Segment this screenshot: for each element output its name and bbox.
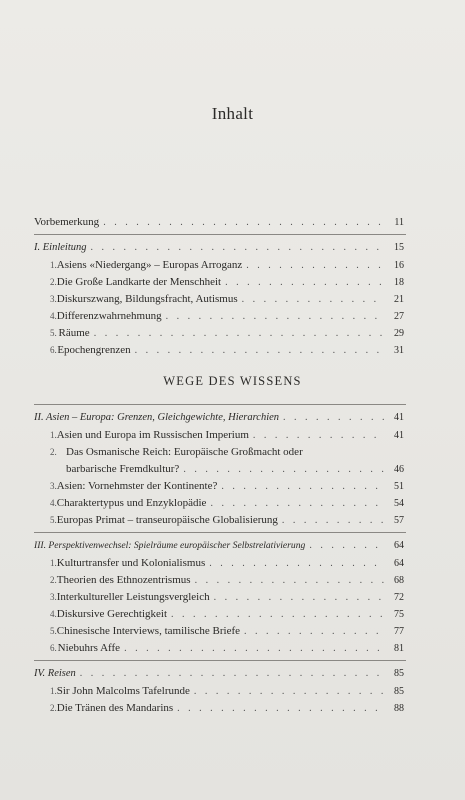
dot-leader bbox=[195, 573, 384, 589]
toc-entry-label: Interkultureller Leistungsvergleich bbox=[56, 591, 210, 603]
toc-page-number: 21 bbox=[394, 294, 404, 305]
dot-leader bbox=[309, 538, 384, 554]
entry-number: 5. bbox=[50, 626, 57, 636]
toc-chapter-4 bbox=[34, 666, 404, 682]
toc-page-number: 81 bbox=[394, 643, 404, 654]
toc-entry-label: Asien und Europa im Russischen Imperium bbox=[56, 429, 249, 441]
dot-leader bbox=[94, 326, 384, 342]
entry-number: 5. bbox=[50, 328, 57, 338]
toc-entry-vorbemerkung bbox=[34, 214, 404, 230]
dot-leader bbox=[246, 258, 384, 274]
toc-page-number: 15 bbox=[394, 242, 404, 253]
entry-number: 4. bbox=[50, 498, 57, 508]
toc-chapter-3 bbox=[34, 538, 404, 554]
toc-entry-label: Charaktertypus und Enzyklopädie bbox=[56, 497, 207, 509]
toc-entry bbox=[50, 257, 404, 273]
chapter-divider bbox=[34, 404, 406, 405]
entry-number: 5. bbox=[50, 515, 57, 525]
chapter-divider bbox=[34, 234, 406, 235]
dot-leader bbox=[242, 292, 384, 308]
entry-number: 3. bbox=[50, 481, 57, 491]
entry-number: 2. bbox=[50, 703, 57, 713]
chapter-title: II. Asien – Europa: Grenzen, Gleichgewichte, Hierarchien bbox=[34, 412, 280, 423]
toc-entry bbox=[50, 700, 404, 716]
toc-entry-label: Europas Primat – transeuropäische Globalisierung bbox=[56, 514, 278, 526]
entry-number: 2. bbox=[50, 277, 57, 287]
dot-leader bbox=[171, 607, 384, 623]
toc-page-number: 64 bbox=[394, 558, 404, 569]
dot-leader bbox=[209, 556, 384, 572]
toc-page-number: 68 bbox=[394, 575, 404, 586]
toc-page-number: 85 bbox=[394, 668, 404, 679]
toc-entry-label: Differenzwahrnehmung bbox=[56, 310, 162, 322]
toc-page-number: 31 bbox=[394, 345, 404, 356]
dot-leader bbox=[253, 428, 384, 444]
dot-leader bbox=[221, 479, 384, 495]
toc-entry bbox=[50, 512, 404, 528]
toc-entry-label: Vorbemerkung bbox=[34, 216, 100, 228]
toc-page-number: 51 bbox=[394, 481, 404, 492]
entry-number: 2. bbox=[50, 575, 57, 585]
toc-chapter-2 bbox=[34, 410, 404, 426]
dot-leader bbox=[183, 462, 384, 478]
entry-number: 4. bbox=[50, 609, 57, 619]
toc-page-number: 29 bbox=[394, 328, 404, 339]
toc-entry bbox=[50, 589, 404, 605]
toc-page-number: 64 bbox=[394, 540, 404, 551]
toc-entry bbox=[50, 495, 404, 511]
toc-page-number: 85 bbox=[394, 686, 404, 697]
toc-entry-label: Das Osmanische Reich: Europäische Großmacht oder bbox=[66, 446, 303, 458]
dot-leader bbox=[166, 309, 384, 325]
toc-entry-label: Kulturtransfer und Kolonialismus bbox=[56, 557, 206, 569]
toc-entry-label: Niebuhrs Affe bbox=[57, 642, 121, 654]
toc-entry bbox=[50, 444, 404, 460]
toc-entry-label: Die Tränen des Mandarins bbox=[56, 702, 174, 714]
toc-page-number: 54 bbox=[394, 498, 404, 509]
toc-entry bbox=[50, 342, 404, 358]
toc-entry-label: Asien: Vornehmster der Kontinente? bbox=[56, 480, 218, 492]
toc-entry bbox=[50, 683, 404, 699]
entry-number: 1. bbox=[50, 686, 57, 696]
toc-entry-label: Asiens «Niedergang» – Europas Arroganz bbox=[56, 259, 243, 271]
page-title: Inhalt bbox=[211, 104, 254, 123]
toc-entry bbox=[50, 291, 404, 307]
toc-page-number: 18 bbox=[394, 277, 404, 288]
toc-entry-label: Sir John Malcolms Tafelrunde bbox=[56, 685, 190, 697]
toc-entry bbox=[50, 623, 404, 639]
toc-page-number: 11 bbox=[394, 217, 404, 228]
entry-number: 4. bbox=[50, 311, 57, 321]
dot-leader bbox=[225, 275, 384, 291]
dot-leader bbox=[282, 513, 384, 529]
entry-number: 1. bbox=[50, 558, 57, 568]
toc-entry-label: Epochengrenzen bbox=[57, 344, 131, 356]
toc-page-number: 41 bbox=[394, 430, 404, 441]
toc-page-number: 27 bbox=[394, 311, 404, 322]
toc-entry bbox=[50, 640, 404, 656]
toc-page-number: 88 bbox=[394, 703, 404, 714]
dot-leader bbox=[91, 240, 385, 256]
toc-entry bbox=[50, 308, 404, 324]
chapter-title: III. Perspektivenwechsel: Spielräume europäischer Selbstrelativierung bbox=[34, 540, 306, 551]
toc-chapter-1 bbox=[34, 240, 404, 256]
toc-page-number: 77 bbox=[394, 626, 404, 637]
dot-leader bbox=[283, 410, 384, 426]
toc-entry-label: barbarische Fremdkultur? bbox=[66, 463, 180, 475]
toc-entry bbox=[50, 325, 404, 341]
entry-number: 1. bbox=[50, 430, 57, 440]
dot-leader bbox=[124, 641, 384, 657]
toc-entry bbox=[50, 427, 404, 443]
section-heading: WEGE DES WISSENS bbox=[163, 374, 302, 388]
toc-entry bbox=[50, 606, 404, 622]
entry-number: 6. bbox=[50, 643, 57, 653]
dot-leader bbox=[244, 624, 384, 640]
toc-entry-label: Diskurszwang, Bildungsfracht, Autismus bbox=[56, 293, 238, 305]
entry-number: 3. bbox=[50, 294, 57, 304]
dot-leader bbox=[135, 343, 384, 359]
dot-leader bbox=[210, 496, 384, 512]
entry-number: 2. bbox=[50, 447, 57, 457]
toc-entry bbox=[50, 555, 404, 571]
dot-leader bbox=[194, 684, 384, 700]
dot-leader bbox=[103, 215, 384, 231]
toc-page-number: 41 bbox=[394, 412, 404, 423]
toc-entry bbox=[50, 478, 404, 494]
toc-entry-label: Die Große Landkarte der Menschheit bbox=[56, 276, 222, 288]
toc-page-number: 46 bbox=[394, 464, 404, 475]
toc-page-number: 57 bbox=[394, 515, 404, 526]
toc-entry bbox=[50, 274, 404, 290]
toc-entry-label: Räume bbox=[58, 327, 90, 339]
toc-page-number: 75 bbox=[394, 609, 404, 620]
dot-leader bbox=[80, 666, 384, 682]
chapter-divider bbox=[34, 532, 406, 533]
entry-number: 1. bbox=[50, 260, 57, 270]
toc-entry bbox=[50, 572, 404, 588]
toc-entry-label: Chinesische Interviews, tamilische Briefe bbox=[56, 625, 241, 637]
toc-entry-continuation bbox=[66, 461, 404, 477]
chapter-title: IV. Reisen bbox=[34, 668, 76, 679]
entry-number: 6. bbox=[50, 345, 57, 355]
toc-entry-label: Theorien des Ethnozentrismus bbox=[56, 574, 191, 586]
toc-page-number: 72 bbox=[394, 592, 404, 603]
entry-number: 3. bbox=[50, 592, 57, 602]
dot-leader bbox=[177, 701, 384, 717]
dot-leader bbox=[214, 590, 384, 606]
chapter-divider bbox=[34, 660, 406, 661]
toc-page-number: 16 bbox=[394, 260, 404, 271]
chapter-title: I. Einleitung bbox=[34, 242, 87, 253]
toc-entry-label: Diskursive Gerechtigkeit bbox=[56, 608, 168, 620]
